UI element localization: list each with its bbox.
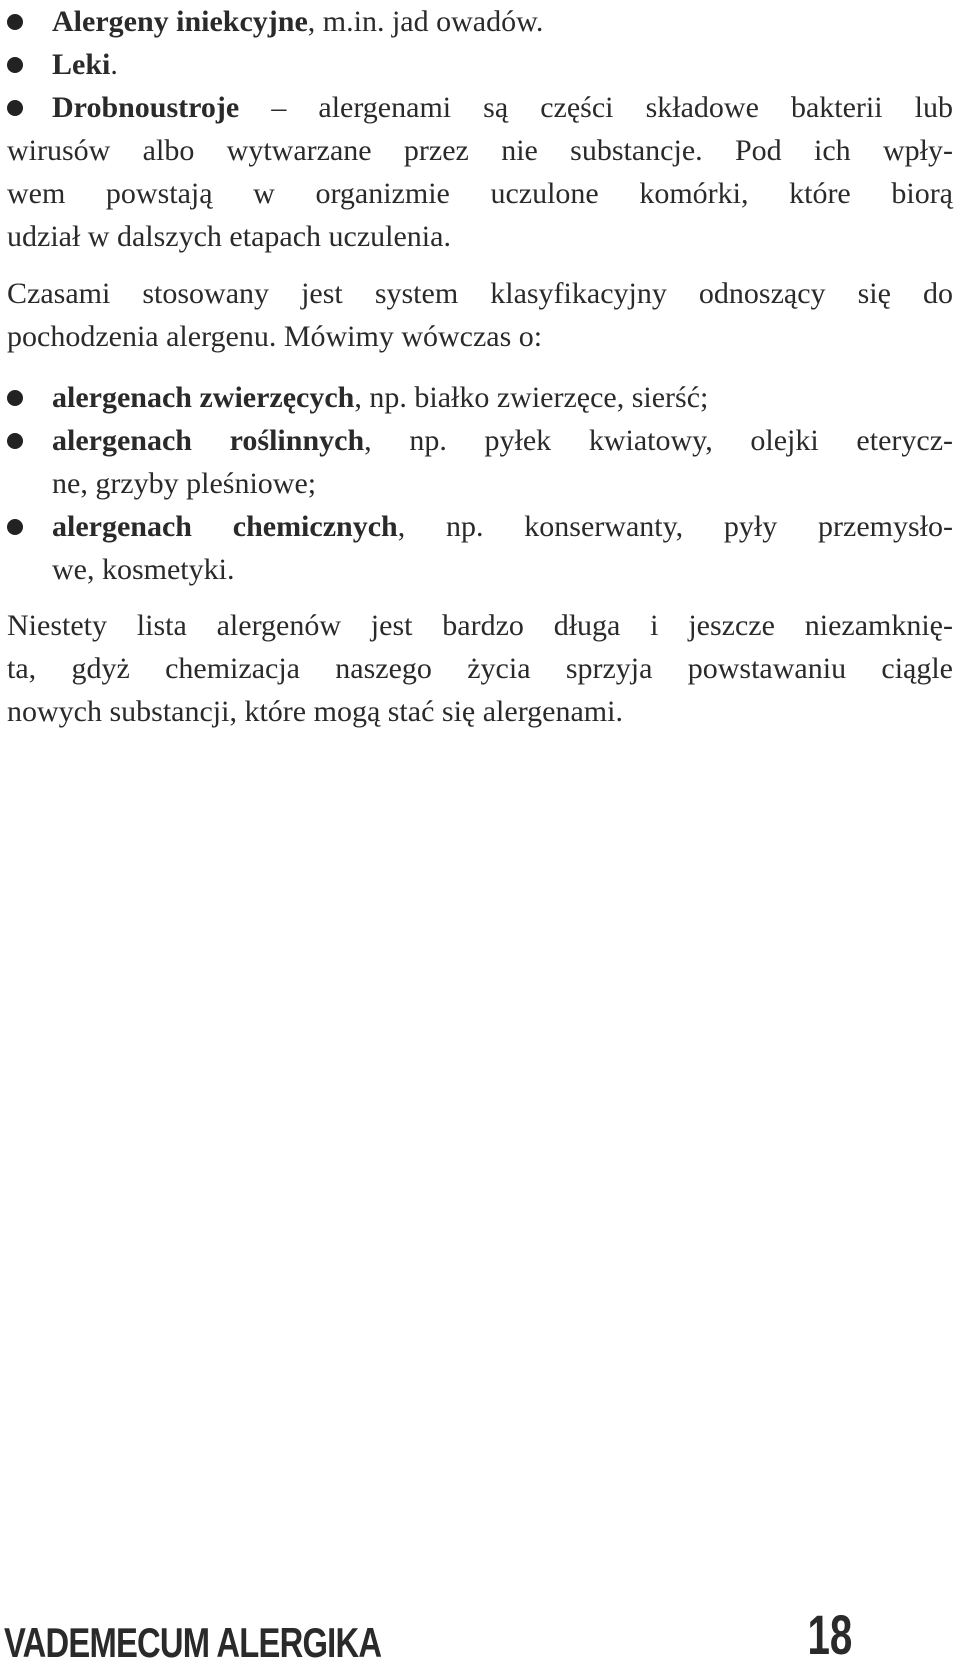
classification-paragraph xyxy=(7,272,953,358)
paragraph-line: ta, gdyż chemizacja naszego życia sprzyja powstawaniu ciągle xyxy=(7,652,953,685)
paragraph-line: nowych substancji, które mogą stać się alergenami. xyxy=(7,695,623,728)
allergen-type-list xyxy=(7,0,953,258)
bullet-icon xyxy=(7,519,23,535)
paragraph-line: Czasami stosowany jest system klasyfikacyjny odnoszący się do xyxy=(7,277,953,310)
allergen-origin-list xyxy=(7,376,953,591)
bullet-icon xyxy=(7,433,23,449)
list-item-line xyxy=(52,86,953,129)
bullet-icon xyxy=(7,390,23,406)
page-number: 18 xyxy=(807,1603,852,1666)
list-item-text: , np. pyłek kwiatowy, olejki eterycz- xyxy=(364,424,953,457)
bullet-icon xyxy=(7,57,23,73)
list-item xyxy=(7,86,953,258)
list-item xyxy=(7,43,953,86)
list-item-term: alergenach roślinnych xyxy=(52,424,365,457)
paragraph-line: pochodzenia alergenu. Mówimy wówczas o: xyxy=(7,320,543,353)
list-item xyxy=(7,0,953,43)
list-item-line xyxy=(52,419,953,462)
list-item-line: ne, grzyby pleśniowe; xyxy=(52,467,317,500)
list-item-line: we, kosmetyki. xyxy=(52,553,235,586)
list-item-term: alergenach zwierzęcych xyxy=(52,381,355,414)
bullet-icon xyxy=(7,100,23,116)
list-item-term: Alergeny iniekcyjne xyxy=(52,5,308,38)
list-item xyxy=(7,376,953,419)
list-item-text: – alergenami są części składowe bakterii lub xyxy=(239,91,953,124)
closing-paragraph xyxy=(7,604,953,733)
list-item-line: udział w dalszych etapach uczulenia. xyxy=(7,220,451,253)
list-item xyxy=(7,505,953,591)
list-item-text: , np. białko zwierzęce, sierść; xyxy=(354,381,709,414)
list-item-term: alergenach chemicznych xyxy=(52,510,398,543)
list-item-text: , np. konserwanty, pyły przemysło- xyxy=(397,510,954,543)
list-item-line: wirusów albo wytwarzane przez nie substancje. Pod ich wpły- xyxy=(7,134,953,167)
footer-title: VADEMECUM ALERGIKA xyxy=(4,1619,382,1666)
list-item-term: Drobnoustroje xyxy=(52,91,240,124)
list-item-line xyxy=(52,505,953,548)
bullet-icon xyxy=(7,14,23,30)
list-item-text: . xyxy=(110,48,118,81)
list-item-text: , m.in. jad owadów. xyxy=(307,5,544,38)
list-item xyxy=(7,419,953,505)
list-item-term: Leki xyxy=(52,48,111,81)
list-item-line: wem powstają w organizmie uczulone komórki, które biorą xyxy=(7,177,953,210)
paragraph-line: Niestety lista alergenów jest bardzo długa i jeszcze niezamknię- xyxy=(7,609,953,642)
